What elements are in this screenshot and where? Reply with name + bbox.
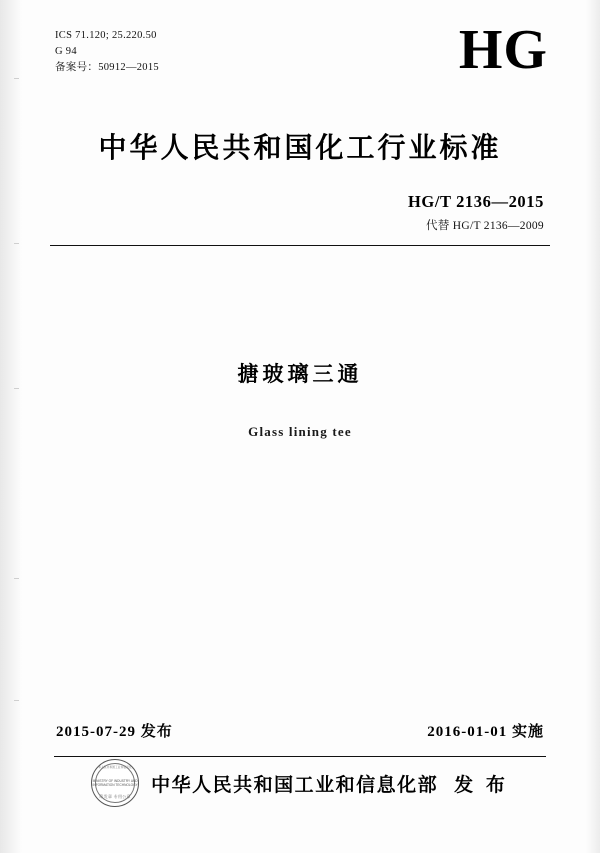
page-content — [50, 19, 550, 835]
emblem-middle-text: MINISTRY OF INDUSTRY AND INFORMATION TECHNOLOGY — [92, 779, 138, 788]
scan-artifact — [14, 388, 19, 389]
standard-number: HG/T 2136—2015 — [408, 192, 544, 211]
issuer-verb: 发 布 — [454, 774, 509, 796]
subject-title-en: Glass lining tee — [248, 424, 352, 439]
record-number: 备案号：50912—2015 — [55, 62, 159, 73]
issuer-name: 中华人民共和国工业和信息化部 — [151, 774, 439, 796]
standard-replaces: 代替 HG/T 2136—2009 — [426, 220, 544, 232]
scan-artifact — [14, 700, 19, 701]
emblem-top-text: 中华人民共和国工业和信息化部 — [95, 765, 135, 770]
header-row — [50, 19, 550, 122]
emblem-bottom-text: 印发章 专用公章 — [99, 794, 131, 799]
subject-title-cn: 搪玻璃三通 — [237, 362, 363, 386]
implement-date: 2016-01-01 实施 — [427, 724, 544, 740]
classification-code: G 94 — [55, 46, 77, 57]
subject-block — [50, 358, 550, 440]
footer-divider — [54, 756, 546, 757]
ics-code: ICS 71.120; 25.220.50 — [55, 30, 157, 41]
issuer-row — [50, 759, 550, 807]
ministry-emblem-icon — [91, 759, 139, 807]
hg-logo: HG — [458, 19, 548, 81]
scan-artifact — [14, 243, 19, 244]
scan-artifact — [14, 78, 19, 79]
page-title: 中华人民共和国化工行业标准 — [98, 133, 502, 164]
issue-date: 2015-07-29 发布 — [56, 724, 173, 740]
scan-artifact — [14, 578, 19, 579]
standard-number-block — [50, 192, 550, 233]
dates-row — [56, 720, 544, 741]
ics-block — [55, 28, 159, 76]
header-divider — [50, 245, 550, 246]
